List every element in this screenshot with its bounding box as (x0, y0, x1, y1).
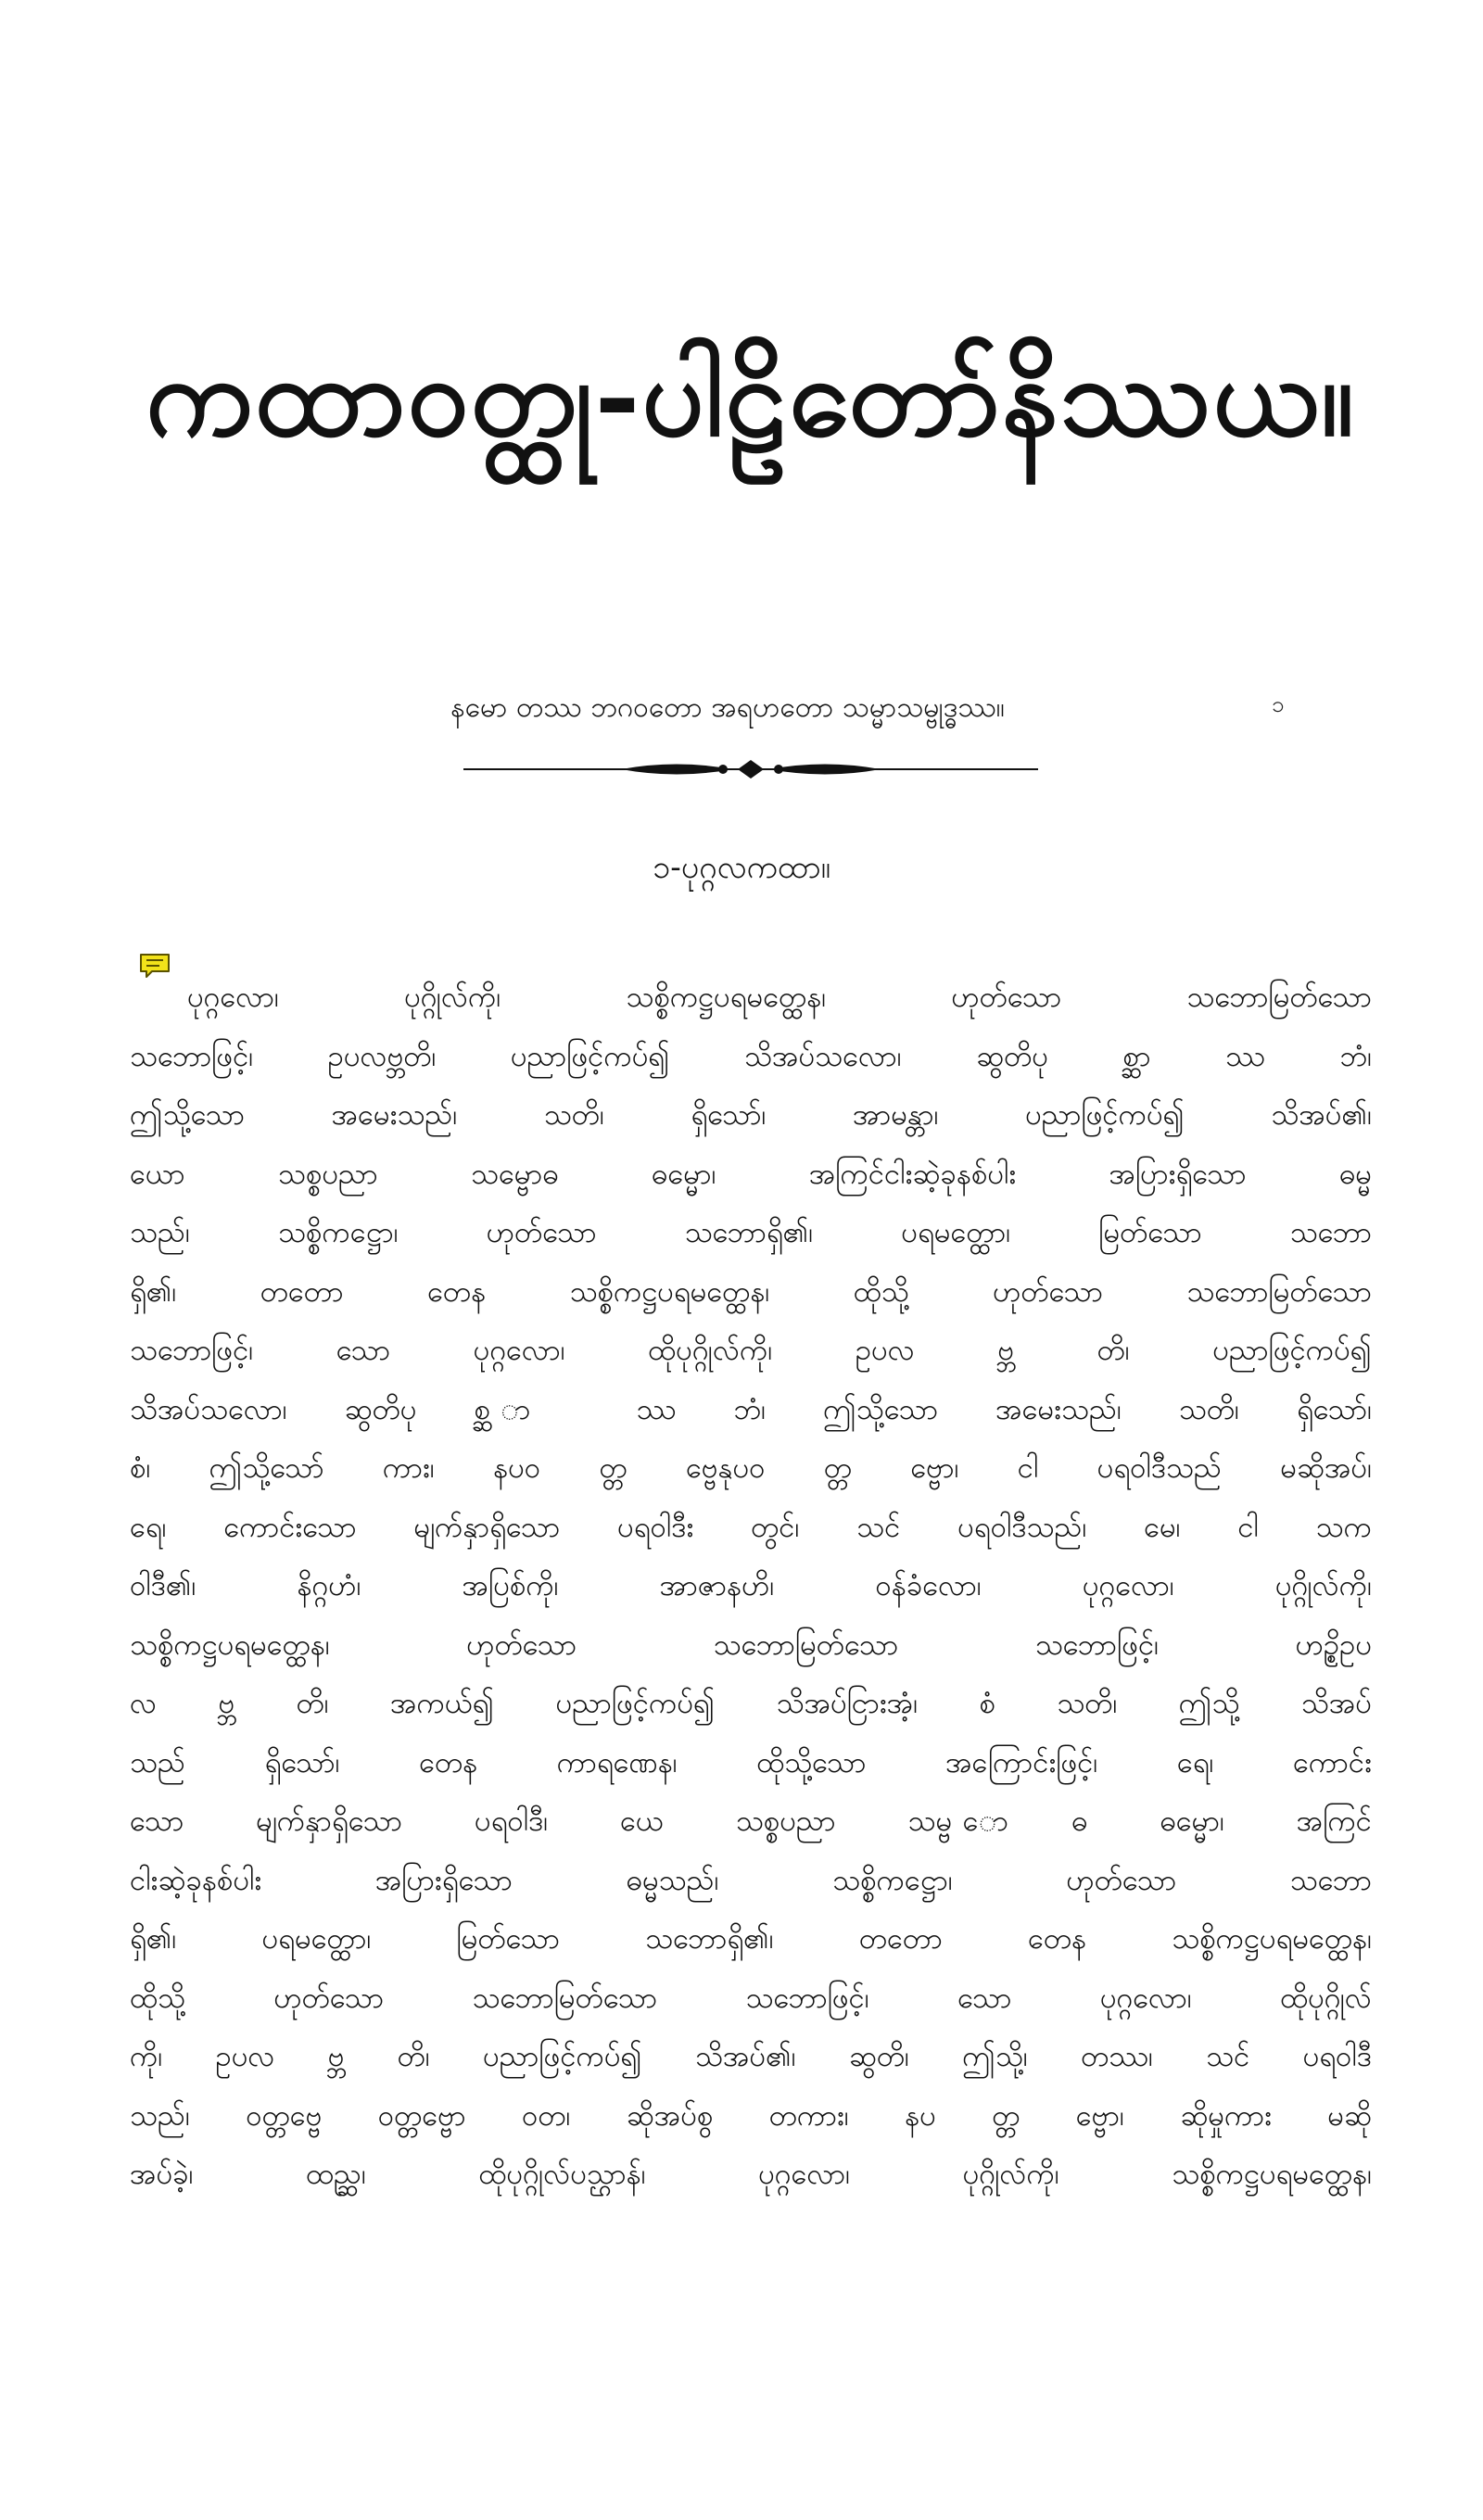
body-line: ပုဂ္ဂလော၊ ပုဂ္ဂိုလ်ကို၊ သစ္စိကဋ္ဌပရမတ္ထေန၊ ဟုတ်သော သဘောမြတ်သော (187, 981, 1372, 1014)
body-line: သစ္စိကဋ္ဌပရမတ္ထေန၊ ဟုတ်သော သဘောမြတ်သော သဘောဖြင့်၊ ဟဥ္စိဥပ (130, 1627, 1372, 1662)
body-line: ရှိ၏၊ တတော တေန သစ္စိကဋ္ဌပရမတ္ထေန၊ ထိုသို့ ဟုတ်သော သဘောမြတ်သော (130, 1274, 1372, 1309)
body-line: ဝါဒီ၏၊ နိဂ္ဂဟံ၊ အပြစ်ကို၊ အာဇာနဟိ၊ ဝန်ခံလော၊ ပုဂ္ဂလော၊ ပုဂ္ဂိုလ်ကို၊ (130, 1569, 1372, 1602)
body-line: သဘောဖြင့်၊ ဥပလဗ္ဘတိ၊ ပညာဖြင့်ကပ်၍ သိအပ်သလော၊ ဆွတိပု စ္ဆာ ဿ ဘံ၊ (130, 1039, 1372, 1073)
body-line: ငါးဆဲ့ခုနစ်ပါး အပြားရှိသော ဓမ္မသည်၊ သစ္စိကဋ္ဌော၊ ဟုတ်သော သဘော (130, 1863, 1372, 1897)
body-line: သိအပ်သလော၊ ဆွတိပု စ္ဆ ာ ဿ ဘံ၊ ဤသို့သော အမေးသည်၊ သတိ၊ ရှိသော်၊ (130, 1392, 1372, 1426)
body-line: ဤသို့သော အမေးသည်၊ သတိ၊ ရှိသော်၊ အာမန္တာ၊ ပညာဖြင့်ကပ်၍ သိအပ်၏၊ (130, 1098, 1372, 1132)
body-line: သည် ရှိသော်၊ တေန ကာရဏေန၊ ထိုသို့သော အကြောင်းဖြင့်၊ ရေ၊ ကောင်း (130, 1745, 1372, 1779)
body-line: စံ၊ ဤသို့သော် ကား၊ နပဝ တ္တ ဗ္ဗေနုပဝ တ္တ ဗ္ဗော၊ ငါ ပရဝါဒီသည် မဆိုအပ်၊ (130, 1451, 1372, 1485)
body-line: ယော သစ္စပညာ သမ္ဗောဓ ဓမ္မော၊ အကြင်ငါးဆဲ့ခုနစ်ပါး အပြားရှိသော ဓမ္မ (130, 1157, 1372, 1191)
body-line: အပ်ခဲ့၊ ထည္ဆ၊ ထိုပုဂ္ဂိုလ်ပသ္ဌာန်၊ ပုဂ္ဂလော၊ ပုဂ္ဂိုလ်ကို၊ သစ္စိကဋ္ဌပရမတ္ထေန၊ (130, 2158, 1372, 2191)
ornamental-divider (463, 755, 1038, 783)
body-line: သည်၊ သစ္စိကဋ္ဌော၊ ဟုတ်သော သဘောရှိ၏၊ ပရမတ္ထော၊ မြတ်သော သဘော (130, 1216, 1372, 1249)
invocation-line: နမော တဿ ဘဂဝတော အရဟတော သမ္မာသမ္ဗုဒ္ဓဿ။ (450, 690, 1005, 724)
body-line: သဘောဖြင့်၊ သော ပုဂ္ဂလော၊ ထိုပုဂ္ဂိုလ်ကို၊ ဥပလ ဗ္ဘ တိ၊ ပညာဖြင့်ကပ်၍ (130, 1334, 1372, 1367)
body-line: ကို၊ ဥပလ ဗ္ဘ တိ၊ ပညာဖြင့်ကပ်၍ သိအပ်၏၊ ဆွတိ၊ ဤသို့၊ တဿ၊ သင် ပရဝါဒီ (130, 2040, 1372, 2073)
section-heading: ၁-ပုဂ္ဂလကထာ။ (653, 848, 830, 886)
body-text (130, 969, 1372, 2507)
page-mark: ၁ (1272, 691, 1285, 717)
document-title: ကထာဝတ္ထု-ပါဠိတော်နိဿယ။ (146, 332, 1356, 461)
body-line: လ ဗ္ဘ တိ၊ အကယ်၍ ပညာဖြင့်ကပ်၍ သိအပ်ငြားအံ့၊ စံ သတိ၊ ဤသို့ သိအပ် (130, 1687, 1372, 1720)
body-line: ရေ၊ ကောင်းသော မျက်နှာရှိသော ပရဝါဒီး တွင်၊ သင် ပရဝါဒီသည်၊ မေ၊ ငါ သက (130, 1510, 1372, 1544)
body-line: ရှိ၏၊ ပရမတ္ထော၊ မြတ်သော သဘောရှိ၏၊ တတော တေန သစ္စိကဋ္ဌပရမတ္ထေန၊ (130, 1922, 1372, 1956)
body-line: သည်၊ ဝတ္တဗ္ဗေ ဝတ္တဗ္ဗော ဝတ၊ ဆိုအပ်စွ တကား၊ နပ တ္တ ဗ္ဗော၊ ဆိုမှုကား မဆို (130, 2098, 1372, 2133)
body-line: ထိုသို့ ဟုတ်သော သဘောမြတ်သော သဘောဖြင့်၊ သော ပုဂ္ဂလော၊ ထိုပုဂ္ဂိုလ် (130, 1981, 1372, 2015)
body-line: သော မျက်နှာရှိသော ပရဝါဒီ၊ ယေ သစ္စပညာ သမ္ဗ ောဓ ဓမ္မော၊ အကြင် (130, 1805, 1372, 1838)
